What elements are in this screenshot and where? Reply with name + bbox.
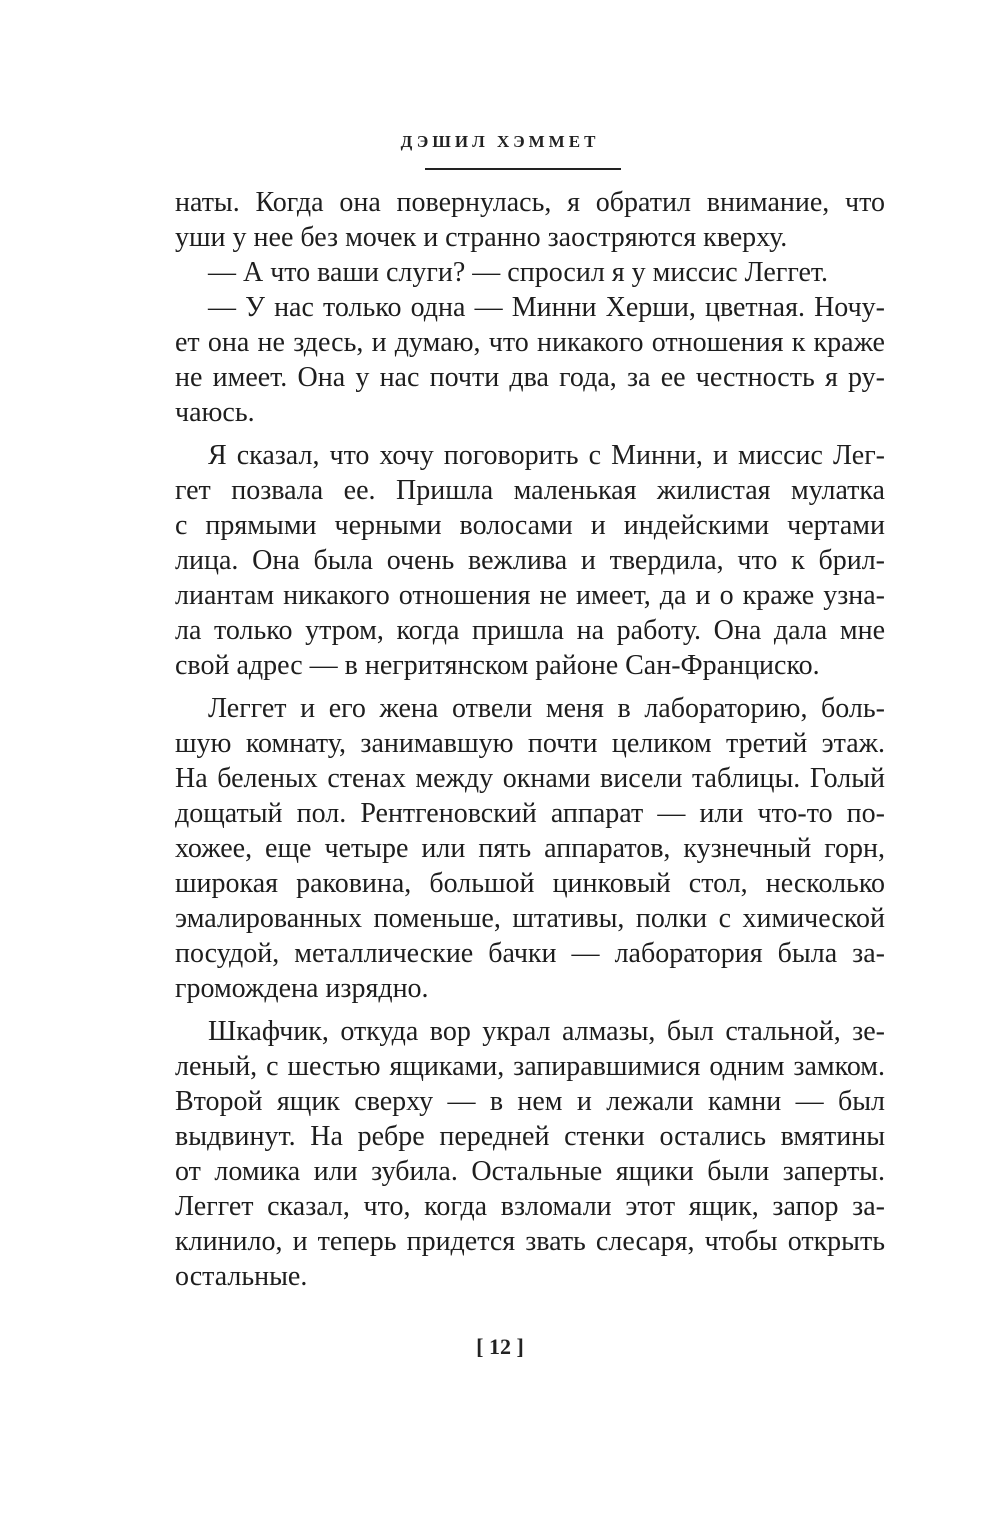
text-line: не имеет. Она у нас почти два года, за ее честность я ру- xyxy=(175,362,885,393)
text-line: широкая раковина, большой цинковый стол, несколько xyxy=(175,868,885,899)
text-line: свой адрес — в негритянском районе Сан-Франциско. xyxy=(175,650,820,681)
text-line: ла только утром, когда пришла на работу. Она дала мне xyxy=(175,615,885,646)
text-line: уши у нее без мочек и странно заостряются кверху. xyxy=(175,222,788,253)
text-line: ет она не здесь, и думаю, что никакого отношения к краже xyxy=(175,327,885,358)
body-text xyxy=(175,185,885,1294)
text-line: чаюсь. xyxy=(175,397,255,428)
text-line: эмалированных поменьше, штативы, полки с химической xyxy=(175,903,885,934)
text-line: хожее, еще четыре или пять аппаратов, кузнечный горн, xyxy=(175,833,885,864)
text-line: — У нас только одна — Минни Херши, цветная. Ночу- xyxy=(208,292,885,323)
text-line: от ломика или зубила. Остальные ящики были заперты. xyxy=(175,1156,885,1187)
text-line: Леггет сказал, что, когда взломали этот ящик, запор за- xyxy=(175,1191,885,1222)
text-line: лица. Она была очень вежлива и твердила, что к брил- xyxy=(175,545,885,576)
text-line: наты. Когда она повернулась, я обратил внимание, что xyxy=(175,187,885,218)
text-line: Я сказал, что хочу поговорить с Минни, и миссис Лег- xyxy=(208,440,885,471)
text-line: Шкафчик, откуда вор украл алмазы, был стальной, зе- xyxy=(208,1016,885,1047)
text-line: гет позвала ее. Пришла маленькая жилистая мулатка xyxy=(175,475,885,506)
text-line: леный, с шестью ящиками, запиравшимися одним замком. xyxy=(175,1051,885,1082)
text-line: громождена изрядно. xyxy=(175,973,429,1004)
text-line: с прямыми черными волосами и индейскими чертами xyxy=(175,510,885,541)
page-number: [ 12 ] xyxy=(476,1334,524,1359)
text-line: шую комнату, занимавшую почти целиком третий этаж. xyxy=(175,728,885,759)
text-line: посудой, металлические бачки — лаборатория была за- xyxy=(175,938,885,969)
text-line: Леггет и его жена отвели меня в лабораторию, боль- xyxy=(208,693,885,724)
text-line: лиантам никакого отношения не имеет, да и о краже узна- xyxy=(175,580,885,611)
text-line: дощатый пол. Рентгеновский аппарат — или что-то по- xyxy=(175,798,885,829)
running-head: ДЭШИЛ ХЭММЕТ xyxy=(400,132,600,151)
text-line: — А что ваши слуги? — спросил я у миссис Леггет. xyxy=(208,257,829,288)
header-rule xyxy=(425,168,621,170)
text-line: Второй ящик сверху — в нем и лежали камни — был xyxy=(175,1086,885,1117)
text-line: клинило, и теперь придется звать слесаря, чтобы открыть xyxy=(175,1226,885,1257)
text-line: остальные. xyxy=(175,1261,308,1292)
text-line: На беленых стенах между окнами висели таблицы. Голый xyxy=(175,763,885,794)
text-line: выдвинут. На ребре передней стенки остались вмятины xyxy=(175,1121,885,1152)
